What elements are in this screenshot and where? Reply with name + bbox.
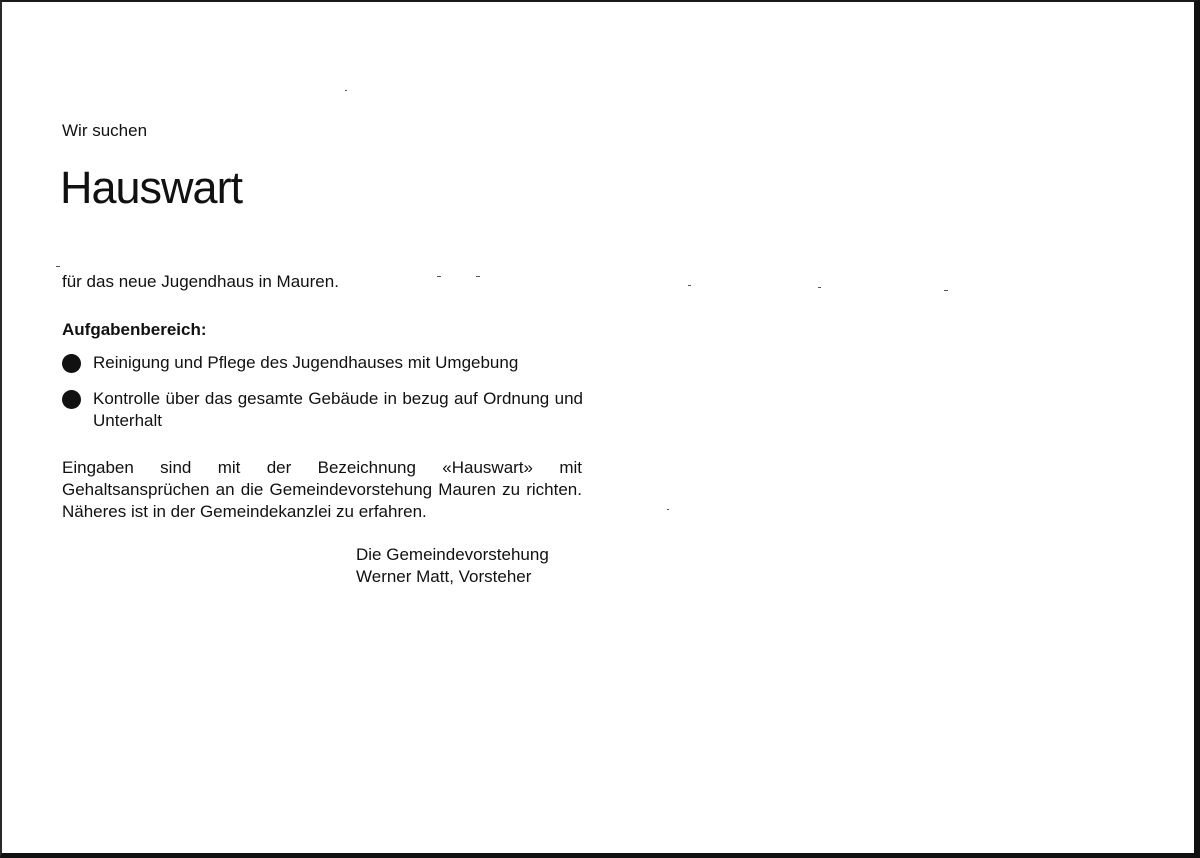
scan-speck	[944, 290, 948, 291]
task-text: Kontrolle über das gesamte Gebäude in bezug auf Ordnung und Unterhalt	[93, 389, 583, 430]
task-item	[62, 388, 592, 432]
scan-speck	[345, 90, 347, 91]
scan-speck	[667, 509, 669, 510]
bullet-icon	[62, 390, 81, 409]
scan-speck	[476, 276, 480, 277]
section-heading: Aufgabenbereich:	[62, 320, 207, 339]
task-item	[62, 352, 592, 374]
subtitle-text: für das neue Jugendhaus in Mauren.	[62, 272, 339, 291]
scan-speck	[818, 287, 821, 288]
signature-line-2: Werner Matt, Vorsteher	[356, 567, 532, 586]
scan-speck	[56, 266, 60, 267]
job-title: Hauswart	[60, 162, 243, 213]
task-list	[62, 352, 592, 446]
signature-line-1: Die Gemeindevorstehung	[356, 545, 549, 564]
scan-speck	[437, 276, 441, 277]
bullet-icon	[62, 354, 81, 373]
task-text: Reinigung und Pflege des Jugendhauses mit Umgebung	[93, 353, 519, 372]
signature-block	[356, 544, 549, 588]
application-text: Eingaben sind mit der Bezeichnung «Hauswart» mit Gehaltsansprüchen an die Gemeindevorstehung Mauren zu richten. Näheres ist in der Gemeindekanzlei zu erfahren.	[62, 458, 582, 521]
intro-text: Wir suchen	[62, 121, 148, 140]
scan-speck	[688, 285, 691, 286]
